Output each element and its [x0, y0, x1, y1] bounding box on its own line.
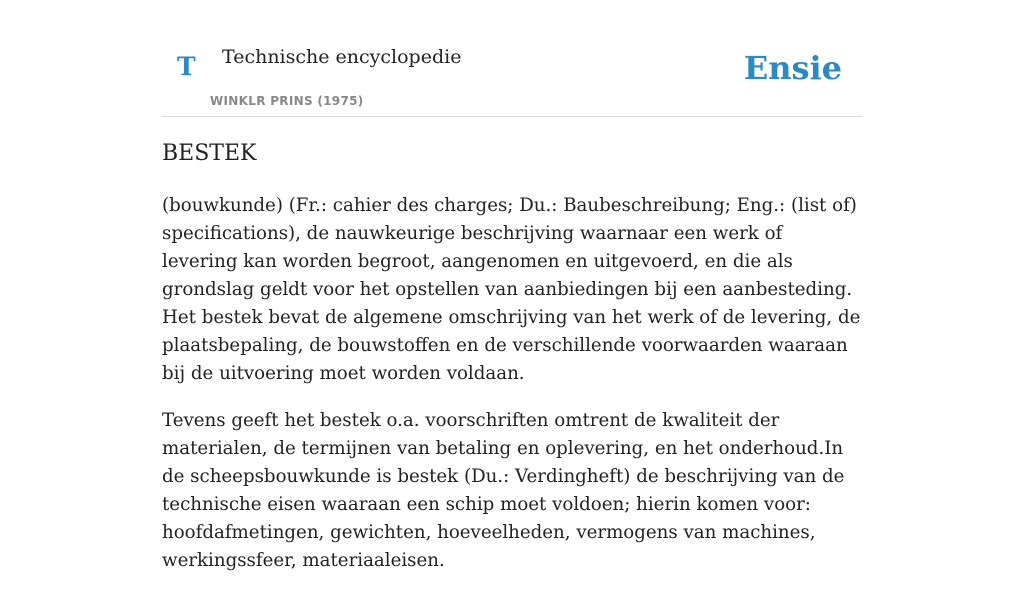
book-subtitle: WINKLR PRINS (1975) — [210, 94, 364, 108]
entry-body — [162, 192, 862, 594]
ensie-logo[interactable]: Ensie — [743, 49, 842, 87]
book-header — [162, 30, 862, 117]
book-logo-icon[interactable]: T — [177, 52, 196, 81]
book-title[interactable]: Technische encyclopedie — [222, 46, 462, 68]
entry-title: BESTEK — [162, 141, 257, 166]
entry-paragraph: Tevens geeft het bestek o.a. voorschriften omtrent de kwaliteit der materialen, de termijnen van betaling en oplevering, en het onderhoud.In de scheepsbouwkunde is bestek (Du.: Verdingheft) de beschrijving van de technische eisen waaraan een schip moet voldoen; hierin komen voor: hoofdafmetingen, gewichten, hoeveelheden, vermogens van machines, werkingssfeer, materiaaleisen. — [162, 410, 845, 571]
entry-paragraph: (bouwkunde) (Fr.: cahier des charges; Du.: Baubeschreibung; Eng.: (list of) specifications), de nauwkeurige beschrijving waarnaar een werk of levering kan worden begroot, aangenomen en uitgevoerd, en die als grondslag geldt voor het opstellen van aanbiedingen bij een aanbesteding. Het bestek bevat de algemene omschrijving van het werk of de levering, de plaatsbepaling, de bouwstoffen en de verschillende voorwaarden waaraan bij de uitvoering moet worden voldaan. — [162, 195, 861, 384]
